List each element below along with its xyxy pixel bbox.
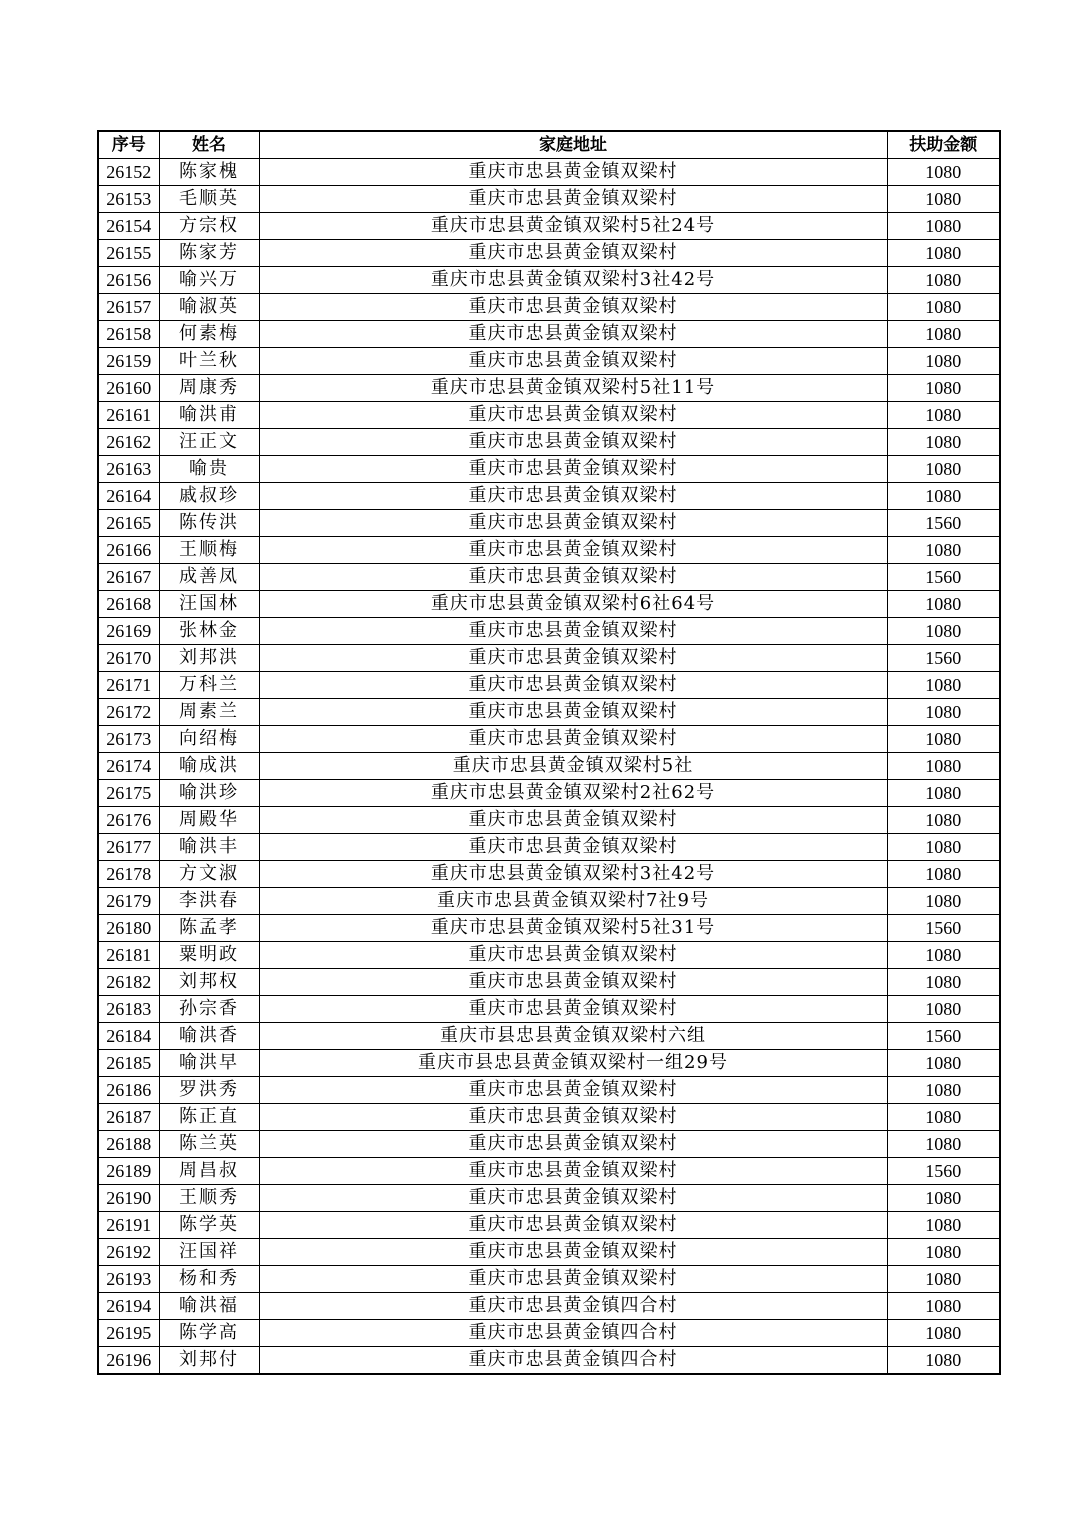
cell-seq: 26166 bbox=[98, 537, 159, 564]
cell-seq: 26173 bbox=[98, 726, 159, 753]
table-row bbox=[98, 942, 1000, 969]
cell-amount: 1080 bbox=[887, 618, 1000, 645]
cell-address: 重庆市忠县黄金镇双梁村 bbox=[259, 321, 887, 348]
header-row bbox=[98, 131, 1000, 159]
cell-address: 重庆市忠县黄金镇双梁村 bbox=[259, 564, 887, 591]
cell-amount: 1080 bbox=[887, 1185, 1000, 1212]
cell-amount: 1080 bbox=[887, 213, 1000, 240]
cell-amount: 1080 bbox=[887, 159, 1000, 186]
cell-seq: 26184 bbox=[98, 1023, 159, 1050]
cell-address: 重庆市忠县黄金镇双梁村 bbox=[259, 834, 887, 861]
cell-amount: 1080 bbox=[887, 429, 1000, 456]
cell-name: 万科兰 bbox=[159, 672, 259, 699]
cell-amount: 1080 bbox=[887, 942, 1000, 969]
cell-amount: 1080 bbox=[887, 1266, 1000, 1293]
cell-name: 粟明政 bbox=[159, 942, 259, 969]
table-row bbox=[98, 1131, 1000, 1158]
cell-amount: 1080 bbox=[887, 753, 1000, 780]
cell-address: 重庆市忠县黄金镇双梁村 bbox=[259, 1104, 887, 1131]
cell-amount: 1080 bbox=[887, 861, 1000, 888]
cell-address: 重庆市忠县黄金镇双梁村 bbox=[259, 645, 887, 672]
cell-amount: 1080 bbox=[887, 1077, 1000, 1104]
cell-seq: 26165 bbox=[98, 510, 159, 537]
table-row bbox=[98, 375, 1000, 402]
cell-seq: 26157 bbox=[98, 294, 159, 321]
cell-seq: 26186 bbox=[98, 1077, 159, 1104]
cell-name: 叶兰秋 bbox=[159, 348, 259, 375]
table-row bbox=[98, 1104, 1000, 1131]
cell-address: 重庆市忠县黄金镇双梁村 bbox=[259, 1266, 887, 1293]
table-row bbox=[98, 807, 1000, 834]
cell-amount: 1080 bbox=[887, 969, 1000, 996]
cell-amount: 1080 bbox=[887, 294, 1000, 321]
cell-seq: 26175 bbox=[98, 780, 159, 807]
cell-address: 重庆市忠县黄金镇双梁村 bbox=[259, 1212, 887, 1239]
cell-amount: 1080 bbox=[887, 1320, 1000, 1347]
cell-name: 陈传洪 bbox=[159, 510, 259, 537]
table-row bbox=[98, 510, 1000, 537]
cell-seq: 26190 bbox=[98, 1185, 159, 1212]
cell-amount: 1080 bbox=[887, 726, 1000, 753]
cell-name: 刘邦付 bbox=[159, 1347, 259, 1375]
cell-seq: 26182 bbox=[98, 969, 159, 996]
cell-amount: 1080 bbox=[887, 996, 1000, 1023]
cell-address: 重庆市忠县黄金镇双梁村 bbox=[259, 483, 887, 510]
cell-address: 重庆市忠县黄金镇双梁村5社24号 bbox=[259, 213, 887, 240]
cell-amount: 1080 bbox=[887, 1293, 1000, 1320]
cell-address: 重庆市忠县黄金镇双梁村5社11号 bbox=[259, 375, 887, 402]
cell-name: 喻成洪 bbox=[159, 753, 259, 780]
cell-seq: 26167 bbox=[98, 564, 159, 591]
cell-seq: 26178 bbox=[98, 861, 159, 888]
cell-address: 重庆市忠县黄金镇四合村 bbox=[259, 1320, 887, 1347]
cell-address: 重庆市忠县黄金镇双梁村5社31号 bbox=[259, 915, 887, 942]
cell-seq: 26193 bbox=[98, 1266, 159, 1293]
cell-amount: 1080 bbox=[887, 537, 1000, 564]
cell-amount: 1560 bbox=[887, 915, 1000, 942]
cell-name: 陈家芳 bbox=[159, 240, 259, 267]
table-row bbox=[98, 834, 1000, 861]
cell-name: 喻洪早 bbox=[159, 1050, 259, 1077]
cell-address: 重庆市忠县黄金镇双梁村 bbox=[259, 1185, 887, 1212]
cell-seq: 26181 bbox=[98, 942, 159, 969]
cell-address: 重庆市忠县黄金镇双梁村 bbox=[259, 456, 887, 483]
table-row bbox=[98, 1023, 1000, 1050]
table-header bbox=[98, 131, 1000, 159]
cell-name: 汪国林 bbox=[159, 591, 259, 618]
table-row bbox=[98, 1347, 1000, 1375]
cell-name: 戚叔珍 bbox=[159, 483, 259, 510]
cell-name: 向绍梅 bbox=[159, 726, 259, 753]
table-row bbox=[98, 267, 1000, 294]
cell-seq: 26153 bbox=[98, 186, 159, 213]
cell-seq: 26154 bbox=[98, 213, 159, 240]
cell-amount: 1080 bbox=[887, 267, 1000, 294]
cell-amount: 1080 bbox=[887, 1050, 1000, 1077]
cell-address: 重庆市忠县黄金镇双梁村 bbox=[259, 996, 887, 1023]
table-row bbox=[98, 1212, 1000, 1239]
table-row bbox=[98, 996, 1000, 1023]
cell-address: 重庆市忠县黄金镇双梁村 bbox=[259, 1077, 887, 1104]
table-row bbox=[98, 402, 1000, 429]
cell-address: 重庆市忠县黄金镇双梁村 bbox=[259, 537, 887, 564]
cell-name: 周素兰 bbox=[159, 699, 259, 726]
cell-seq: 26188 bbox=[98, 1131, 159, 1158]
cell-seq: 26171 bbox=[98, 672, 159, 699]
cell-amount: 1080 bbox=[887, 348, 1000, 375]
header-amount: 扶助金额 bbox=[887, 131, 1000, 159]
cell-name: 陈学高 bbox=[159, 1320, 259, 1347]
cell-address: 重庆市忠县黄金镇双梁村 bbox=[259, 1131, 887, 1158]
cell-name: 陈学英 bbox=[159, 1212, 259, 1239]
cell-amount: 1080 bbox=[887, 699, 1000, 726]
cell-name: 陈兰英 bbox=[159, 1131, 259, 1158]
cell-address: 重庆市忠县黄金镇双梁村 bbox=[259, 348, 887, 375]
cell-seq: 26168 bbox=[98, 591, 159, 618]
cell-seq: 26179 bbox=[98, 888, 159, 915]
cell-seq: 26158 bbox=[98, 321, 159, 348]
table-row bbox=[98, 645, 1000, 672]
cell-name: 喻洪福 bbox=[159, 1293, 259, 1320]
cell-seq: 26170 bbox=[98, 645, 159, 672]
cell-address: 重庆市忠县黄金镇双梁村7社9号 bbox=[259, 888, 887, 915]
cell-name: 喻兴万 bbox=[159, 267, 259, 294]
cell-name: 陈家槐 bbox=[159, 159, 259, 186]
cell-seq: 26196 bbox=[98, 1347, 159, 1375]
table-row bbox=[98, 240, 1000, 267]
cell-name: 喻洪甫 bbox=[159, 402, 259, 429]
cell-name: 喻贵 bbox=[159, 456, 259, 483]
cell-amount: 1080 bbox=[887, 834, 1000, 861]
cell-seq: 26159 bbox=[98, 348, 159, 375]
table-row bbox=[98, 780, 1000, 807]
table-body bbox=[98, 159, 1000, 1375]
cell-seq: 26176 bbox=[98, 807, 159, 834]
cell-name: 张林金 bbox=[159, 618, 259, 645]
table-row bbox=[98, 537, 1000, 564]
cell-address: 重庆市忠县黄金镇双梁村 bbox=[259, 942, 887, 969]
cell-seq: 26187 bbox=[98, 1104, 159, 1131]
table-row bbox=[98, 699, 1000, 726]
cell-seq: 26189 bbox=[98, 1158, 159, 1185]
cell-name: 喻洪香 bbox=[159, 1023, 259, 1050]
cell-amount: 1560 bbox=[887, 564, 1000, 591]
cell-seq: 26180 bbox=[98, 915, 159, 942]
table-row bbox=[98, 1158, 1000, 1185]
cell-name: 汪正文 bbox=[159, 429, 259, 456]
table-row bbox=[98, 213, 1000, 240]
table-row bbox=[98, 1185, 1000, 1212]
table-row bbox=[98, 969, 1000, 996]
cell-address: 重庆市忠县黄金镇双梁村 bbox=[259, 618, 887, 645]
cell-name: 罗洪秀 bbox=[159, 1077, 259, 1104]
cell-name: 方宗权 bbox=[159, 213, 259, 240]
cell-address: 重庆市县忠县黄金镇双梁村一组29号 bbox=[259, 1050, 887, 1077]
cell-seq: 26192 bbox=[98, 1239, 159, 1266]
cell-amount: 1080 bbox=[887, 672, 1000, 699]
cell-name: 杨和秀 bbox=[159, 1266, 259, 1293]
cell-name: 王顺梅 bbox=[159, 537, 259, 564]
cell-name: 成善凤 bbox=[159, 564, 259, 591]
cell-amount: 1560 bbox=[887, 1023, 1000, 1050]
cell-name: 李洪春 bbox=[159, 888, 259, 915]
cell-seq: 26156 bbox=[98, 267, 159, 294]
cell-amount: 1080 bbox=[887, 1212, 1000, 1239]
table-row bbox=[98, 1050, 1000, 1077]
cell-address: 重庆市忠县黄金镇四合村 bbox=[259, 1347, 887, 1375]
table-row bbox=[98, 186, 1000, 213]
cell-address: 重庆市忠县黄金镇双梁村3社42号 bbox=[259, 267, 887, 294]
cell-name: 汪国祥 bbox=[159, 1239, 259, 1266]
cell-name: 何素梅 bbox=[159, 321, 259, 348]
cell-name: 孙宗香 bbox=[159, 996, 259, 1023]
cell-address: 重庆市忠县黄金镇双梁村 bbox=[259, 672, 887, 699]
table-row bbox=[98, 348, 1000, 375]
table-row bbox=[98, 1266, 1000, 1293]
cell-seq: 26177 bbox=[98, 834, 159, 861]
cell-address: 重庆市忠县黄金镇双梁村 bbox=[259, 969, 887, 996]
cell-seq: 26195 bbox=[98, 1320, 159, 1347]
cell-name: 喻洪丰 bbox=[159, 834, 259, 861]
cell-address: 重庆市忠县黄金镇双梁村 bbox=[259, 159, 887, 186]
table-row bbox=[98, 294, 1000, 321]
cell-name: 刘邦权 bbox=[159, 969, 259, 996]
header-name: 姓名 bbox=[159, 131, 259, 159]
cell-amount: 1080 bbox=[887, 240, 1000, 267]
table-row bbox=[98, 915, 1000, 942]
cell-amount: 1080 bbox=[887, 1347, 1000, 1375]
cell-name: 方文淑 bbox=[159, 861, 259, 888]
table-row bbox=[98, 159, 1000, 186]
cell-address: 重庆市忠县黄金镇双梁村 bbox=[259, 510, 887, 537]
cell-address: 重庆市县忠县黄金镇双梁村六组 bbox=[259, 1023, 887, 1050]
cell-amount: 1080 bbox=[887, 375, 1000, 402]
cell-name: 周昌叔 bbox=[159, 1158, 259, 1185]
cell-amount: 1080 bbox=[887, 1104, 1000, 1131]
cell-name: 陈正直 bbox=[159, 1104, 259, 1131]
cell-amount: 1080 bbox=[887, 888, 1000, 915]
cell-seq: 26160 bbox=[98, 375, 159, 402]
cell-amount: 1080 bbox=[887, 456, 1000, 483]
cell-name: 周康秀 bbox=[159, 375, 259, 402]
cell-seq: 26164 bbox=[98, 483, 159, 510]
cell-amount: 1560 bbox=[887, 645, 1000, 672]
cell-address: 重庆市忠县黄金镇双梁村 bbox=[259, 429, 887, 456]
cell-seq: 26172 bbox=[98, 699, 159, 726]
table-row bbox=[98, 321, 1000, 348]
cell-name: 陈孟孝 bbox=[159, 915, 259, 942]
cell-address: 重庆市忠县黄金镇双梁村 bbox=[259, 726, 887, 753]
cell-seq: 26191 bbox=[98, 1212, 159, 1239]
cell-address: 重庆市忠县黄金镇双梁村2社62号 bbox=[259, 780, 887, 807]
table-row bbox=[98, 1293, 1000, 1320]
cell-amount: 1080 bbox=[887, 591, 1000, 618]
cell-seq: 26194 bbox=[98, 1293, 159, 1320]
cell-seq: 26152 bbox=[98, 159, 159, 186]
cell-amount: 1080 bbox=[887, 1131, 1000, 1158]
cell-seq: 26155 bbox=[98, 240, 159, 267]
cell-amount: 1080 bbox=[887, 780, 1000, 807]
cell-address: 重庆市忠县黄金镇双梁村 bbox=[259, 1158, 887, 1185]
table-row bbox=[98, 861, 1000, 888]
table-row bbox=[98, 1239, 1000, 1266]
cell-seq: 26183 bbox=[98, 996, 159, 1023]
cell-name: 喻淑英 bbox=[159, 294, 259, 321]
cell-amount: 1080 bbox=[887, 402, 1000, 429]
cell-address: 重庆市忠县黄金镇双梁村6社64号 bbox=[259, 591, 887, 618]
table-row bbox=[98, 429, 1000, 456]
cell-name: 王顺秀 bbox=[159, 1185, 259, 1212]
table-row bbox=[98, 672, 1000, 699]
cell-name: 喻洪珍 bbox=[159, 780, 259, 807]
cell-address: 重庆市忠县黄金镇双梁村 bbox=[259, 240, 887, 267]
cell-address: 重庆市忠县黄金镇双梁村 bbox=[259, 294, 887, 321]
table-row bbox=[98, 564, 1000, 591]
cell-name: 毛顺英 bbox=[159, 186, 259, 213]
table-row bbox=[98, 753, 1000, 780]
cell-name: 周殿华 bbox=[159, 807, 259, 834]
cell-amount: 1080 bbox=[887, 807, 1000, 834]
cell-amount: 1080 bbox=[887, 483, 1000, 510]
cell-amount: 1080 bbox=[887, 1239, 1000, 1266]
cell-seq: 26163 bbox=[98, 456, 159, 483]
table-row bbox=[98, 483, 1000, 510]
cell-address: 重庆市忠县黄金镇双梁村 bbox=[259, 807, 887, 834]
table-row bbox=[98, 618, 1000, 645]
cell-address: 重庆市忠县黄金镇双梁村 bbox=[259, 1239, 887, 1266]
cell-address: 重庆市忠县黄金镇双梁村 bbox=[259, 402, 887, 429]
cell-amount: 1080 bbox=[887, 321, 1000, 348]
cell-seq: 26169 bbox=[98, 618, 159, 645]
table-row bbox=[98, 1077, 1000, 1104]
table-row bbox=[98, 456, 1000, 483]
assistance-roster-table bbox=[97, 130, 1001, 1375]
cell-name: 刘邦洪 bbox=[159, 645, 259, 672]
cell-amount: 1560 bbox=[887, 510, 1000, 537]
table-row bbox=[98, 888, 1000, 915]
cell-seq: 26162 bbox=[98, 429, 159, 456]
table-row bbox=[98, 591, 1000, 618]
cell-amount: 1080 bbox=[887, 186, 1000, 213]
cell-address: 重庆市忠县黄金镇双梁村5社 bbox=[259, 753, 887, 780]
cell-address: 重庆市忠县黄金镇双梁村3社42号 bbox=[259, 861, 887, 888]
header-address: 家庭地址 bbox=[259, 131, 887, 159]
cell-seq: 26185 bbox=[98, 1050, 159, 1077]
table-row bbox=[98, 1320, 1000, 1347]
cell-address: 重庆市忠县黄金镇双梁村 bbox=[259, 186, 887, 213]
cell-seq: 26161 bbox=[98, 402, 159, 429]
header-seq: 序号 bbox=[98, 131, 159, 159]
table-row bbox=[98, 726, 1000, 753]
cell-address: 重庆市忠县黄金镇双梁村 bbox=[259, 699, 887, 726]
cell-address: 重庆市忠县黄金镇四合村 bbox=[259, 1293, 887, 1320]
cell-seq: 26174 bbox=[98, 753, 159, 780]
cell-amount: 1560 bbox=[887, 1158, 1000, 1185]
